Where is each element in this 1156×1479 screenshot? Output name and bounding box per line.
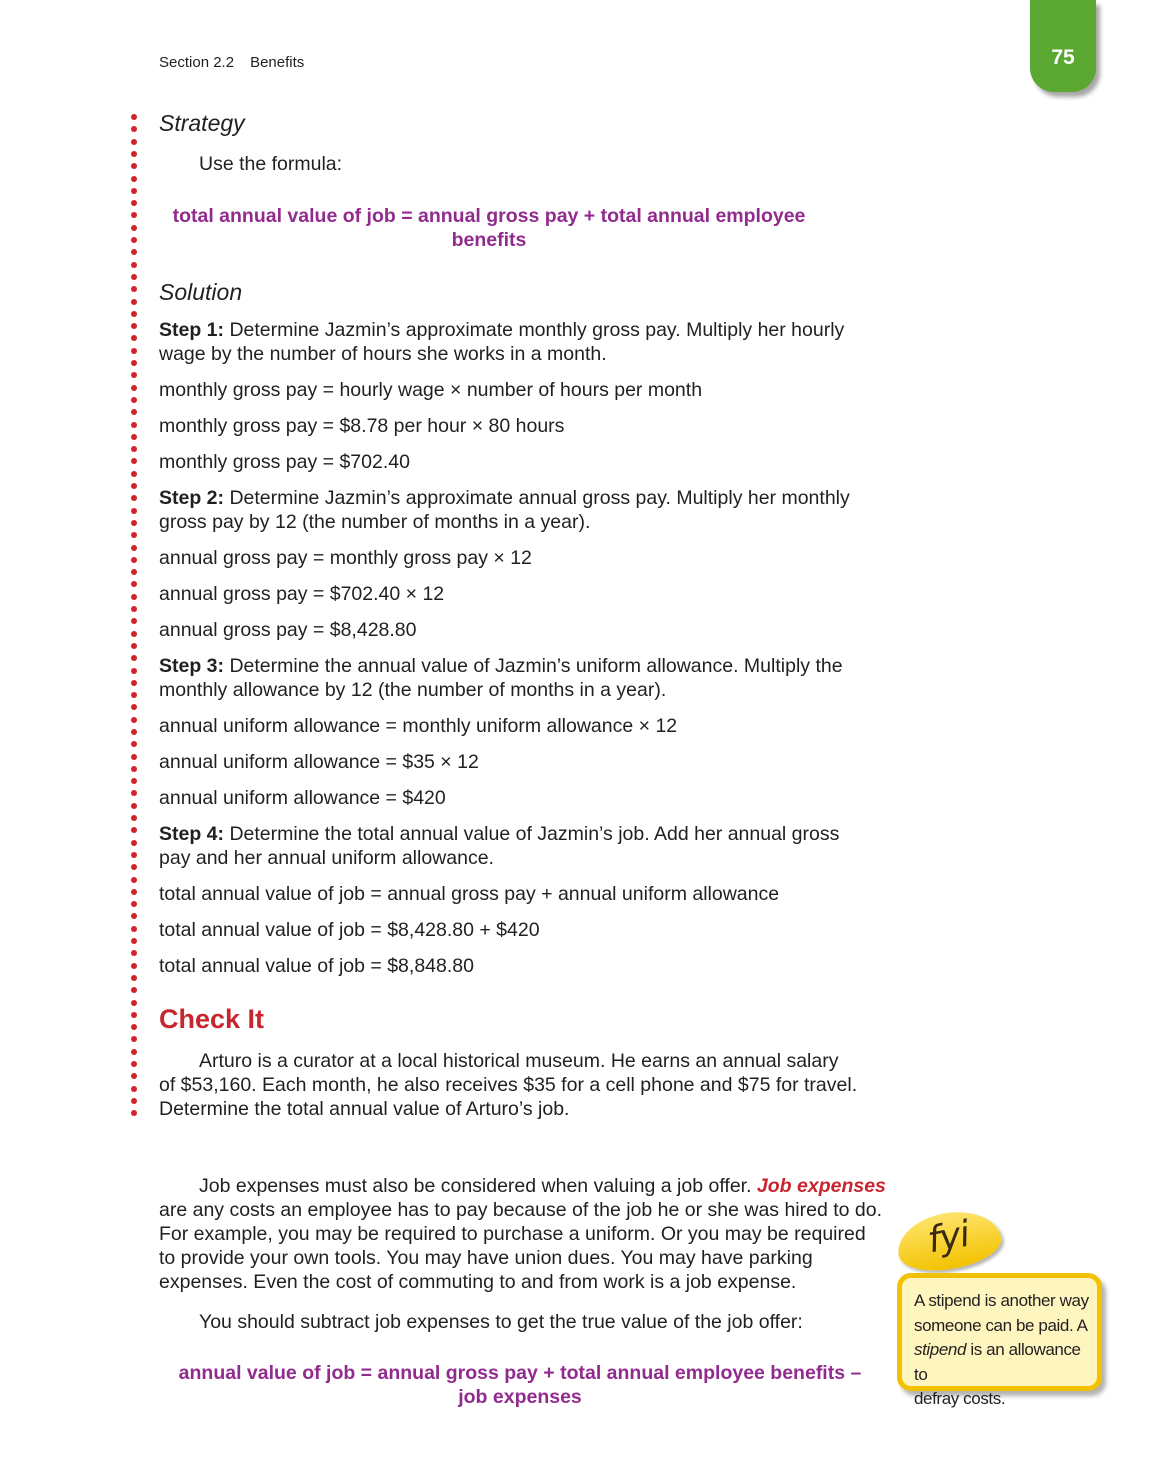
margin-dot: [131, 176, 137, 182]
margin-dot: [131, 1061, 137, 1067]
check-it-text: [159, 1049, 857, 1121]
margin-dot: [131, 729, 137, 735]
margin-dot: [131, 618, 137, 624]
step1-equation-2: monthly gross pay = $8.78 per hour × 80 hours: [159, 415, 565, 437]
margin-dot: [131, 1086, 137, 1092]
step3-line1: Determine the annual value of Jazmin’s uniform allowance. Multiply the: [229, 655, 843, 677]
margin-dot: [131, 458, 137, 464]
fyi-box: [897, 1273, 1102, 1408]
margin-dot: [131, 864, 137, 870]
step1-equation-3: monthly gross pay = $702.40: [159, 451, 410, 473]
margin-dot: [131, 262, 137, 268]
margin-dot: [131, 434, 137, 440]
job-value-formula-line2: job expenses: [458, 1386, 582, 1408]
margin-dot: [131, 348, 137, 354]
margin-dot: [131, 471, 137, 477]
margin-dot: [131, 1073, 137, 1079]
margin-dot: [131, 1000, 137, 1006]
margin-dot: [131, 766, 137, 772]
margin-dot: [131, 446, 137, 452]
fyi-line4: defray costs.: [914, 1389, 1006, 1408]
step3-equation-3: annual uniform allowance = $420: [159, 787, 446, 809]
step3-line2: monthly allowance by 12 (the number of months in a year).: [159, 679, 667, 701]
step1-text: [159, 318, 844, 366]
subtract-expenses-text: You should subtract job expenses to get the true value of the job offer:: [199, 1311, 803, 1333]
fyi-term: stipend: [914, 1340, 967, 1359]
check-it-line1: Arturo is a curator at a local historical museum. He earns an annual salary: [199, 1050, 839, 1072]
margin-dot: [131, 840, 137, 846]
step4-equation-3: total annual value of job = $8,848.80: [159, 955, 474, 977]
step4-text: [159, 822, 839, 870]
margin-dot: [131, 545, 137, 551]
margin-dot: [131, 385, 137, 391]
step4-label: Step 4:: [159, 823, 225, 845]
job-expenses-line5: expenses. Even the cost of commuting to and from work is a job expense.: [159, 1271, 797, 1293]
job-value-formula-line1: annual value of job = annual gross pay + total annual employee benefits –: [178, 1362, 862, 1384]
margin-dot: [131, 741, 137, 747]
margin-dot: [131, 532, 137, 538]
job-expenses-line1: Job expenses must also be considered when valuing a job offer.: [199, 1175, 752, 1197]
margin-dot: [131, 938, 137, 944]
step1-equation-1: monthly gross pay = hourly wage × number of hours per month: [159, 379, 703, 401]
step2-line1: Determine Jazmin’s approximate annual gross pay. Multiply her monthly: [229, 487, 850, 509]
margin-dot: [131, 299, 137, 305]
margin-dot: [131, 594, 137, 600]
margin-dot: [131, 643, 137, 649]
strategy-formula: [159, 204, 819, 252]
job-expenses-line4: to provide your own tools. You may have union dues. You may have parking: [159, 1247, 813, 1269]
margin-dot: [131, 1036, 137, 1042]
margin-dot: [131, 1110, 137, 1116]
fyi-line2: someone can be paid. A: [914, 1315, 1088, 1335]
step2-line2: gross pay by 12 (the number of months in a year).: [159, 511, 591, 533]
margin-dot: [131, 557, 137, 563]
margin-dot: [131, 212, 137, 218]
margin-dot: [131, 827, 137, 833]
margin-dot: [131, 606, 137, 612]
margin-dot: [131, 704, 137, 710]
margin-dot: [131, 114, 137, 120]
margin-dot: [131, 569, 137, 575]
margin-dot: [131, 508, 137, 514]
margin-dot: [131, 581, 137, 587]
margin-dot: [131, 151, 137, 157]
section-topic: Benefits: [250, 54, 305, 71]
margin-dot: [131, 717, 137, 723]
margin-dot: [131, 483, 137, 489]
job-expenses-term: Job expenses: [756, 1175, 886, 1197]
job-expenses-paragraph: [159, 1174, 886, 1294]
margin-dot: [131, 495, 137, 501]
margin-dot: [131, 692, 137, 698]
step3-equation-2: annual uniform allowance = $35 × 12: [159, 751, 479, 773]
margin-dot: [131, 274, 137, 280]
margin-dot: [131, 901, 137, 907]
step4-line2: pay and her annual uniform allowance.: [159, 847, 494, 869]
margin-dot: [131, 926, 137, 932]
margin-dot: [131, 1024, 137, 1030]
margin-dot: [131, 200, 137, 206]
margin-dot: [131, 631, 137, 637]
margin-dot: [131, 852, 137, 858]
margin-dot: [131, 139, 137, 145]
page-number-tab: [1030, 0, 1096, 92]
job-expenses-line2: are any costs an employee has to pay because of the job he or she was hired to do.: [159, 1199, 883, 1221]
step3-label: Step 3:: [159, 655, 225, 677]
strategy-formula-line1: total annual value of job = annual gross pay + total annual employee: [172, 205, 806, 227]
margin-dot: [131, 249, 137, 255]
check-it-line2: of $53,160. Each month, he also receives $35 for a cell phone and $75 for travel.: [159, 1074, 858, 1096]
margin-dot: [131, 335, 137, 341]
margin-dot: [131, 422, 137, 428]
margin-dot: [131, 803, 137, 809]
step2-equation-1: annual gross pay = monthly gross pay × 12: [159, 547, 532, 569]
fyi-line1: A stipend is another way: [914, 1291, 1089, 1310]
margin-dot: [131, 286, 137, 292]
margin-dot: [131, 311, 137, 317]
margin-dot: [131, 668, 137, 674]
margin-dot: [131, 323, 137, 329]
strategy-intro: Use the formula:: [199, 153, 343, 175]
step2-equation-3: annual gross pay = $8,428.80: [159, 619, 417, 641]
margin-dot: [131, 126, 137, 132]
step1-line1: Determine Jazmin’s approximate monthly gross pay. Multiply her hourly: [229, 319, 845, 341]
margin-dot: [131, 1012, 137, 1018]
margin-dot: [131, 520, 137, 526]
step4-equation-1: total annual value of job = annual gross pay + annual uniform allowance: [159, 883, 780, 905]
margin-dot: [131, 372, 137, 378]
step1-line2: wage by the number of hours she works in a month.: [159, 343, 607, 365]
margin-dot: [131, 409, 137, 415]
margin-dot: [131, 778, 137, 784]
step3-text: [159, 654, 843, 702]
step2-text: [159, 486, 850, 534]
margin-dot: [131, 950, 137, 956]
step4-line1: Determine the total annual value of Jazmin’s job. Add her annual gross: [229, 823, 840, 845]
fyi-label: fyi: [924, 1213, 973, 1262]
margin-dot: [131, 225, 137, 231]
margin-dot: [131, 913, 137, 919]
strategy-heading: Strategy: [159, 110, 245, 136]
step4-equation-2: total annual value of job = $8,428.80 + $420: [159, 919, 540, 941]
strategy-formula-line2: benefits: [451, 229, 527, 251]
margin-dot: [131, 237, 137, 243]
margin-dot: [131, 1098, 137, 1104]
step1-label: Step 1:: [159, 319, 225, 341]
page-number: 75: [1051, 46, 1075, 69]
margin-dot: [131, 790, 137, 796]
margin-dot: [131, 889, 137, 895]
running-header: [159, 54, 304, 71]
step2-label: Step 2:: [159, 487, 225, 509]
margin-dot: [131, 877, 137, 883]
margin-dot: [131, 188, 137, 194]
margin-dot: [131, 655, 137, 661]
margin-dot: [131, 680, 137, 686]
solution-heading: Solution: [159, 279, 243, 305]
margin-dot: [131, 815, 137, 821]
fyi-tag: [893, 1204, 1005, 1277]
margin-dot: [131, 975, 137, 981]
margin-dot: [131, 754, 137, 760]
check-it-line3: Determine the total annual value of Arturo’s job.: [159, 1098, 570, 1120]
step2-equation-2: annual gross pay = $702.40 × 12: [159, 583, 445, 605]
check-it-heading: Check It: [159, 1004, 265, 1034]
margin-dot: [131, 963, 137, 969]
margin-dot: [131, 163, 137, 169]
step3-equation-1: annual uniform allowance = monthly uniform allowance × 12: [159, 715, 678, 737]
margin-dot: [131, 987, 137, 993]
margin-dot: [131, 397, 137, 403]
job-expenses-line3: For example, you may be required to purchase a uniform. Or you may be required: [159, 1223, 866, 1245]
job-value-formula: [130, 1361, 910, 1409]
margin-dot: [131, 1049, 137, 1055]
section-number: Section 2.2: [159, 54, 235, 71]
margin-dot: [131, 360, 137, 366]
fyi-line3: is an allowance to: [914, 1340, 1081, 1384]
